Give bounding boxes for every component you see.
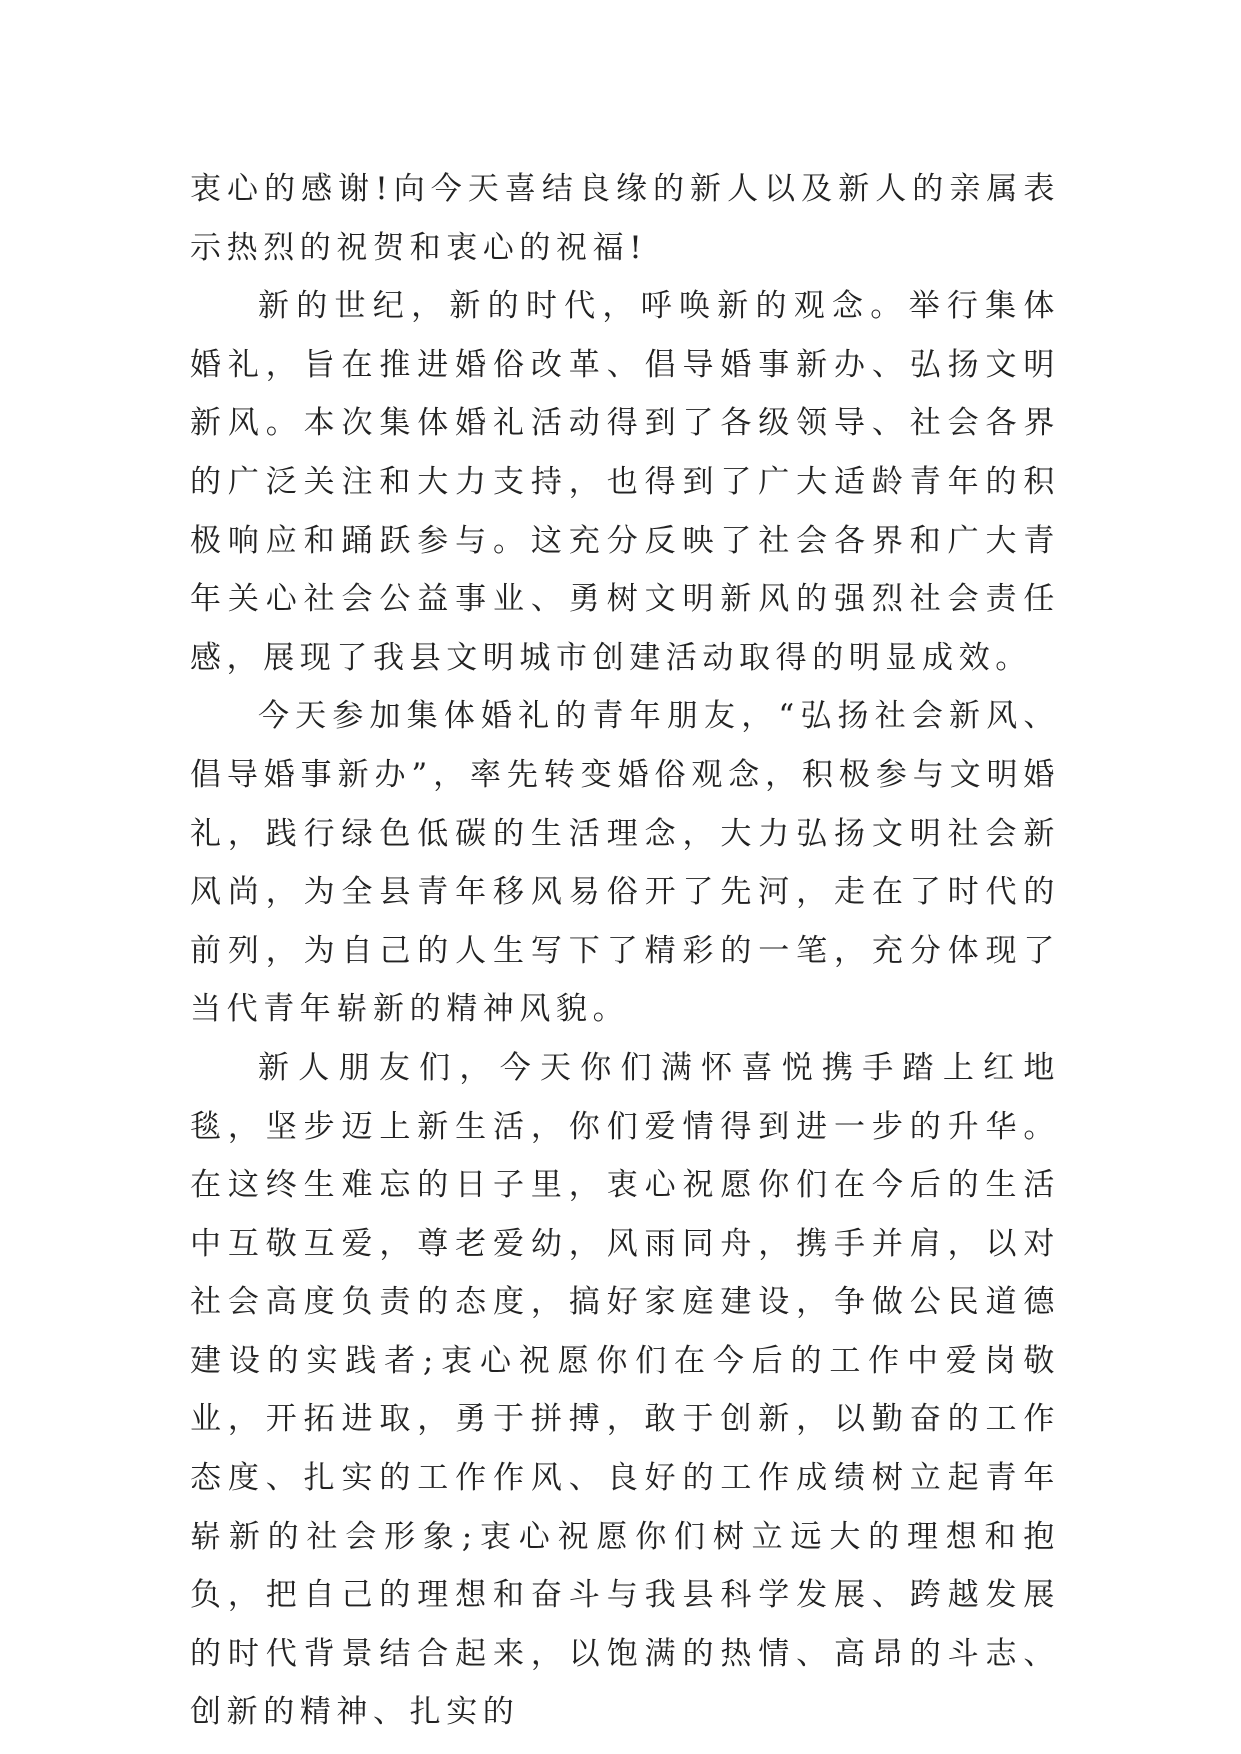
paragraph-new-era: 新的世纪，新的时代，呼唤新的观念。举行集体婚礼，旨在推进婚俗改革、倡导婚事新办、弘扬文明新风。本次集体婚礼活动得到了各级领导、社会各界的广泛关注和大力支持，也得到了广大适龄青年的积极响应和踊跃参与。这充分反映了社会各界和广大青年关心社会公益事业、勇树文明新风的强烈社会责任感，展现了我县文明城市创建活动取得的明显成效。	[190, 288, 1060, 676]
paragraph-young-friends: 今天参加集体婚礼的青年朋友，“弘扬社会新风、倡导婚事新办”，率先转变婚俗观念，积极参与文明婚礼，践行绿色低碳的生活理念，大力弘扬文明社会新风尚，为全县青年移风易俗开了先河，走在了时代的前列，为自己的人生写下了精彩的一笔，充分体现了当代青年崭新的精神风貌。	[190, 698, 1060, 1028]
paragraph-continued: 衷心的感谢!向今天喜结良缘的新人以及新人的亲属表示热烈的祝贺和衷心的祝福!	[190, 171, 1060, 266]
paragraph-newlyweds-wishes: 新人朋友们，今天你们满怀喜悦携手踏上红地毯，坚步迈上新生活，你们爱情得到进一步的升华。在这终生难忘的日子里，衷心祝愿你们在今后的生活中互敬互爱，尊老爱幼，风雨同舟，携手并肩，以对社会高度负责的态度，搞好家庭建设，争做公民道德建设的实践者;衷心祝愿你们在今后的工作中爱岗敬业，开拓进取，勇于拼搏，敢于创新，以勤奋的工作态度、扎实的工作作风、良好的工作成绩树立起青年崭新的社会形象;衷心祝愿你们树立远大的理想和抱负，把自己的理想和奋斗与我县科学发展、跨越发展的时代背景结合起来，以饱满的热情、高昂的斗志、创新的精神、扎实的	[190, 1049, 1060, 1731]
document-body	[190, 160, 1060, 1742]
